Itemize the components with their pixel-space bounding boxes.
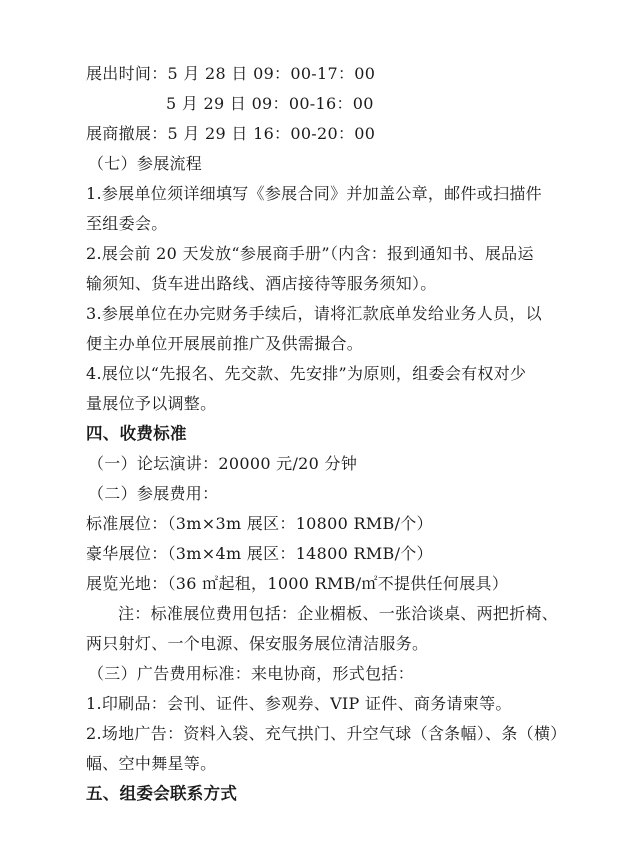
text-line: 输须知、货车进出路线、酒店接待等服务须知）。	[86, 274, 437, 293]
text-line: （二）参展费用：	[88, 484, 219, 503]
text-line: 至组委会。	[86, 214, 168, 233]
section-heading: 四、收费标准	[86, 424, 187, 443]
text-line: 量展位予以调整。	[86, 394, 217, 413]
text-line: （三）广告费用标准：来电协商，形式包括：	[88, 664, 415, 683]
text-line: 4.展位以“先报名、先交款、先安排”为原则，组委会有权对少	[86, 364, 527, 383]
text-line: 2.场地广告：资料入袋、充气拱门、升空气球（含条幅）、条（横）	[86, 724, 567, 743]
text-line: 展商撤展：5 月 29 日 16：00-20：00	[86, 124, 376, 143]
note-line: 两只射灯、一个电源、保安服务展位清洁服务。	[86, 634, 429, 653]
text-line: 标准展位：（3m×3m 展区：10800 RMB/个）	[86, 514, 433, 533]
text-line: 2.展会前 20 天发放“参展商手册”（内含：报到通知书、展品运	[86, 244, 534, 263]
text-line: 便主办单位开展展前推广及供需撮合。	[86, 334, 364, 353]
text-line: 展出时间：5 月 28 日 09：00-17：00	[86, 64, 376, 83]
text-line: 幅、空中舞星等。	[86, 754, 217, 773]
text-line: 1.参展单位须详细填写《参展合同》并加盖公章，邮件或扫描件	[86, 184, 542, 203]
section-heading: 五、组委会联系方式	[86, 784, 238, 803]
text-line: 1.印刷品：会刊、证件、参观券、VIP 证件、商务请柬等。	[86, 694, 512, 713]
section-subheading: （七）参展流程	[88, 154, 203, 173]
text-line: （一）论坛演讲：20000 元/20 分钟	[88, 454, 358, 473]
text-line: 3.参展单位在办完财务手续后，请将汇款底单发给业务人员，以	[86, 304, 542, 323]
note-line: 注：标准展位费用包括：企业楣板、一张洽谈桌、两把折椅、	[118, 604, 559, 623]
text-line: 5 月 29 日 09：00-16：00	[166, 94, 374, 113]
text-line: 展览光地：（36 ㎡起租，1000 RMB/㎡不提供任何展具）	[86, 574, 509, 593]
text-line: 豪华展位：（3m×4m 展区：14800 RMB/个）	[86, 544, 433, 563]
